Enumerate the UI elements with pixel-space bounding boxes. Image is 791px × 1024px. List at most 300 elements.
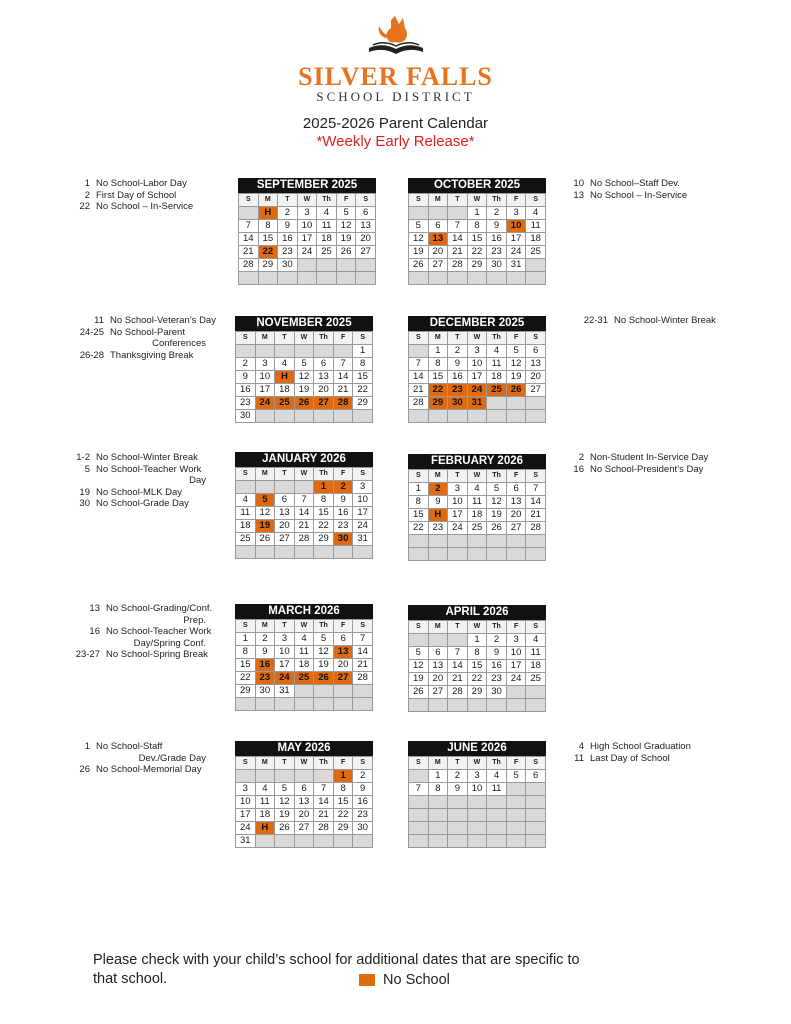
empty-day <box>409 345 429 358</box>
day-cell: 11 <box>526 647 546 660</box>
day-cell: 2 <box>487 207 507 220</box>
day-cell: 4 <box>487 345 507 358</box>
weekday-label: W <box>467 470 487 483</box>
empty-day <box>236 481 256 494</box>
note-text: First Day of School <box>96 189 177 201</box>
empty-day <box>294 698 314 711</box>
day-cell: 4 <box>467 483 487 496</box>
empty-day <box>333 685 353 698</box>
weekday-label: S <box>409 757 429 770</box>
note-date: 1 <box>84 178 90 189</box>
day-cell: 9 <box>448 783 468 796</box>
day-cell: 30 <box>255 685 275 698</box>
weekday-label: S <box>526 621 546 634</box>
day-cell: 16 <box>487 660 507 673</box>
note-date: 4 <box>578 741 584 752</box>
day-cell: 9 <box>236 371 256 384</box>
note-text: No School-Labor Day <box>96 178 187 189</box>
empty-day <box>317 259 337 272</box>
day-cell: 8 <box>236 646 256 659</box>
empty-day <box>353 835 373 848</box>
weekday-label: S <box>409 621 429 634</box>
empty-day <box>409 548 429 561</box>
empty-day <box>526 272 546 285</box>
empty-day <box>236 345 256 358</box>
empty-day <box>314 835 334 848</box>
day-cell: 25 <box>317 246 337 259</box>
day-cell: 18 <box>275 384 295 397</box>
day-cell: 7 <box>314 783 334 796</box>
note-date: 16 <box>89 626 100 637</box>
weekday-label: M <box>428 621 448 634</box>
empty-day <box>255 698 275 711</box>
day-cell: 15 <box>428 371 448 384</box>
month-grid <box>408 331 546 423</box>
weekday-label: S <box>236 757 256 770</box>
note-item <box>560 741 760 753</box>
note-date: 23-27 <box>75 649 100 660</box>
day-cell: 22 <box>314 520 334 533</box>
empty-day <box>409 410 429 423</box>
day-cell: 21 <box>448 673 468 686</box>
note-date <box>60 638 106 650</box>
weekday-label: S <box>526 470 546 483</box>
day-cell: 28 <box>294 533 314 546</box>
day-cell: 21 <box>314 809 334 822</box>
day-cell: 15 <box>236 659 256 672</box>
empty-day <box>526 783 546 796</box>
empty-day <box>239 272 259 285</box>
day-cell: 17 <box>275 659 295 672</box>
day-cell: 25 <box>236 533 256 546</box>
weekday-label: W <box>294 620 314 633</box>
day-cell: 12 <box>275 796 295 809</box>
day-cell: 5 <box>487 483 507 496</box>
day-cell: 27 <box>526 384 546 397</box>
brand-name: SILVER FALLS <box>298 62 493 91</box>
page-subtitle: *Weekly Early Release* <box>316 133 475 150</box>
no-school-day: 25 <box>275 397 295 410</box>
weekday-label: Th <box>317 194 337 207</box>
day-cell: 22 <box>333 809 353 822</box>
empty-day <box>467 822 487 835</box>
day-cell: 22 <box>236 672 256 685</box>
note-date <box>60 753 96 765</box>
empty-day <box>526 548 546 561</box>
empty-day <box>314 410 334 423</box>
day-cell: 29 <box>467 259 487 272</box>
no-school-day: H <box>428 509 448 522</box>
empty-day <box>314 698 334 711</box>
day-cell: 5 <box>275 783 295 796</box>
empty-day <box>467 699 487 712</box>
empty-day <box>236 698 256 711</box>
day-cell: 9 <box>353 783 373 796</box>
no-school-day: 24 <box>467 384 487 397</box>
weekday-label: W <box>467 621 487 634</box>
day-cell: 6 <box>428 220 448 233</box>
day-cell: 30 <box>236 410 256 423</box>
empty-day <box>353 698 373 711</box>
day-cell: 19 <box>409 673 429 686</box>
day-cell: 9 <box>333 494 353 507</box>
day-cell: 21 <box>526 509 546 522</box>
day-cell: 15 <box>467 233 487 246</box>
empty-day <box>333 546 353 559</box>
note-item <box>560 452 770 464</box>
day-cell: 1 <box>353 345 373 358</box>
month-january-2026 <box>235 452 373 559</box>
day-cell: 12 <box>487 496 507 509</box>
weekday-label: T <box>448 621 468 634</box>
note-text: No School–Staff Dev. <box>590 178 680 189</box>
day-cell: 2 <box>278 207 298 220</box>
note-item <box>60 764 230 776</box>
day-cell: 6 <box>333 633 353 646</box>
weekday-label: F <box>333 468 353 481</box>
empty-day <box>428 207 448 220</box>
note-item <box>60 190 230 202</box>
day-cell: 9 <box>428 496 448 509</box>
day-cell: 11 <box>236 507 256 520</box>
empty-day <box>409 796 429 809</box>
no-school-day: 1 <box>314 481 334 494</box>
legend <box>359 971 450 989</box>
day-cell: 10 <box>353 494 373 507</box>
empty-day <box>275 481 295 494</box>
note-item <box>60 741 230 753</box>
day-cell: 4 <box>487 770 507 783</box>
month-grid <box>235 331 373 423</box>
weekday-label: S <box>236 332 256 345</box>
note-text: No School – In-Service <box>96 201 194 212</box>
month-header: JUNE 2026 <box>408 741 546 756</box>
day-cell: 28 <box>526 522 546 535</box>
day-cell: 6 <box>526 345 546 358</box>
note-date: 2 <box>578 452 584 463</box>
day-cell: 12 <box>314 646 334 659</box>
day-cell: 18 <box>294 659 314 672</box>
legend-label: No School <box>383 972 450 988</box>
weekday-label: S <box>356 194 376 207</box>
day-cell: 19 <box>314 659 334 672</box>
day-cell: 2 <box>255 633 275 646</box>
month-february-2026 <box>408 454 546 561</box>
date-notes <box>568 315 768 327</box>
empty-day <box>467 809 487 822</box>
note-text: Day/Spring Conf. <box>133 637 206 649</box>
empty-day <box>297 259 317 272</box>
empty-day <box>236 770 256 783</box>
empty-day <box>487 410 507 423</box>
month-november-2025 <box>235 316 373 423</box>
empty-day <box>428 634 448 647</box>
empty-day <box>353 546 373 559</box>
day-cell: 15 <box>409 509 429 522</box>
weekday-label: T <box>275 332 295 345</box>
empty-day <box>506 835 526 848</box>
weekday-label: S <box>236 468 256 481</box>
day-cell: 28 <box>448 259 468 272</box>
month-december-2025 <box>408 316 546 423</box>
weekday-label: M <box>255 620 275 633</box>
day-cell: 8 <box>314 494 334 507</box>
month-grid <box>235 619 373 711</box>
day-cell: 1 <box>428 770 448 783</box>
day-cell: 21 <box>353 659 373 672</box>
month-header: OCTOBER 2025 <box>408 178 546 193</box>
no-school-day: 30 <box>333 533 353 546</box>
empty-day <box>297 272 317 285</box>
day-cell: 3 <box>236 783 256 796</box>
day-cell: 17 <box>255 384 275 397</box>
empty-day <box>526 259 546 272</box>
empty-day <box>275 770 295 783</box>
day-cell: 6 <box>275 494 295 507</box>
empty-day <box>526 809 546 822</box>
weekday-label: F <box>506 470 526 483</box>
day-cell: 22 <box>353 384 373 397</box>
empty-day <box>255 835 275 848</box>
date-notes <box>60 315 230 361</box>
weekday-label: M <box>255 332 275 345</box>
day-cell: 17 <box>448 509 468 522</box>
no-school-day: 22 <box>258 246 278 259</box>
day-cell: 11 <box>487 358 507 371</box>
note-text: Last Day of School <box>590 752 670 764</box>
empty-day <box>294 835 314 848</box>
day-cell: 12 <box>336 220 356 233</box>
empty-day <box>526 796 546 809</box>
empty-day <box>506 699 526 712</box>
empty-day <box>255 410 275 423</box>
weekday-label: T <box>448 332 468 345</box>
day-cell: 11 <box>487 783 507 796</box>
day-cell: 1 <box>467 634 487 647</box>
empty-day <box>409 535 429 548</box>
day-cell: 26 <box>409 259 429 272</box>
no-school-day: 27 <box>333 672 353 685</box>
day-cell: 2 <box>487 634 507 647</box>
day-cell: 14 <box>526 496 546 509</box>
day-cell: 4 <box>236 494 256 507</box>
empty-day <box>487 822 507 835</box>
month-header: SEPTEMBER 2025 <box>238 178 376 193</box>
day-cell: 29 <box>314 533 334 546</box>
note-date: 22-31 <box>583 315 608 326</box>
day-cell: 1 <box>428 345 448 358</box>
empty-day <box>336 259 356 272</box>
day-cell: 3 <box>506 634 526 647</box>
no-school-day: 23 <box>255 672 275 685</box>
no-school-day: 5 <box>255 494 275 507</box>
date-notes <box>60 178 230 213</box>
no-school-day: 13 <box>333 646 353 659</box>
day-cell: 9 <box>278 220 298 233</box>
weekday-label: T <box>275 620 295 633</box>
day-cell: 13 <box>428 660 448 673</box>
weekday-label: S <box>526 194 546 207</box>
empty-day <box>428 699 448 712</box>
day-cell: 4 <box>275 358 295 371</box>
note-text: No School-MLK Day <box>96 486 183 498</box>
empty-day <box>526 822 546 835</box>
empty-day <box>448 809 468 822</box>
day-cell: 1 <box>467 207 487 220</box>
day-cell: 18 <box>236 520 256 533</box>
empty-day <box>356 259 376 272</box>
empty-day <box>467 548 487 561</box>
day-cell: 28 <box>239 259 259 272</box>
day-cell: 31 <box>236 835 256 848</box>
empty-day <box>294 685 314 698</box>
day-cell: 27 <box>356 246 376 259</box>
day-cell: 31 <box>506 259 526 272</box>
day-cell: 3 <box>448 483 468 496</box>
empty-day <box>487 397 507 410</box>
empty-day <box>526 699 546 712</box>
empty-day <box>333 835 353 848</box>
day-cell: 15 <box>314 507 334 520</box>
empty-day <box>467 410 487 423</box>
empty-day <box>275 410 295 423</box>
note-text: Day <box>189 475 206 486</box>
empty-day <box>506 548 526 561</box>
empty-day <box>526 397 546 410</box>
weekday-label: T <box>448 757 468 770</box>
empty-day <box>448 822 468 835</box>
day-cell: 2 <box>448 770 468 783</box>
day-cell: 1 <box>409 483 429 496</box>
day-cell: 15 <box>333 796 353 809</box>
day-cell: 17 <box>506 233 526 246</box>
note-text: Conferences <box>152 338 206 349</box>
day-cell: 4 <box>317 207 337 220</box>
weekday-label: F <box>506 194 526 207</box>
day-cell: 28 <box>353 672 373 685</box>
no-school-day: H <box>275 371 295 384</box>
note-item <box>560 753 760 765</box>
empty-day <box>506 535 526 548</box>
weekday-label: S <box>353 757 373 770</box>
no-school-day: 26 <box>314 672 334 685</box>
no-school-day: 10 <box>506 220 526 233</box>
weekday-label: S <box>353 332 373 345</box>
day-cell: 21 <box>409 384 429 397</box>
empty-day <box>294 770 314 783</box>
weekday-label: T <box>275 757 295 770</box>
day-cell: 16 <box>448 371 468 384</box>
day-cell: 12 <box>294 371 314 384</box>
note-date <box>60 475 96 487</box>
weekday-label: S <box>526 332 546 345</box>
day-cell: 20 <box>294 809 314 822</box>
empty-day <box>275 698 295 711</box>
day-cell: 30 <box>487 259 507 272</box>
empty-day <box>275 546 295 559</box>
day-cell: 27 <box>506 522 526 535</box>
note-item <box>60 603 230 615</box>
empty-day <box>526 835 546 848</box>
note-date: 10 <box>573 178 584 189</box>
day-cell: 10 <box>255 371 275 384</box>
note-item <box>560 178 760 190</box>
note-item <box>60 638 230 650</box>
empty-day <box>255 345 275 358</box>
weekday-label: M <box>255 757 275 770</box>
empty-day <box>526 410 546 423</box>
day-cell: 27 <box>428 686 448 699</box>
day-cell: 5 <box>314 633 334 646</box>
day-cell: 9 <box>448 358 468 371</box>
day-cell: 5 <box>506 345 526 358</box>
day-cell: 25 <box>526 246 546 259</box>
note-text: No School – In-Service <box>590 189 688 201</box>
day-cell: 4 <box>255 783 275 796</box>
day-cell: 3 <box>506 207 526 220</box>
day-cell: 18 <box>526 233 546 246</box>
weekday-label: S <box>236 620 256 633</box>
day-cell: 7 <box>409 783 429 796</box>
empty-day <box>275 345 295 358</box>
no-school-day: 24 <box>275 672 295 685</box>
empty-day <box>448 548 468 561</box>
weekday-label: W <box>294 757 314 770</box>
day-cell: 22 <box>467 246 487 259</box>
day-cell: 1 <box>236 633 256 646</box>
empty-day <box>409 699 429 712</box>
note-text: Dev./Grade Day <box>138 752 206 764</box>
empty-day <box>448 207 468 220</box>
day-cell: 27 <box>275 533 295 546</box>
note-item <box>60 350 230 362</box>
note-item <box>560 464 770 476</box>
day-cell: 8 <box>258 220 278 233</box>
day-cell: 20 <box>428 246 448 259</box>
day-cell: 23 <box>487 246 507 259</box>
empty-day <box>448 410 468 423</box>
weekday-label: Th <box>487 194 507 207</box>
no-school-day: 2 <box>333 481 353 494</box>
no-school-day: 22 <box>428 384 448 397</box>
date-notes <box>60 741 230 776</box>
month-header: NOVEMBER 2025 <box>235 316 373 331</box>
date-notes <box>60 603 230 661</box>
month-september-2025 <box>238 178 376 285</box>
note-date: 22 <box>79 201 90 212</box>
note-text: No School-Grade Day <box>96 498 189 509</box>
weekday-label: Th <box>487 757 507 770</box>
empty-day <box>333 698 353 711</box>
empty-day <box>317 272 337 285</box>
page-title: 2025-2026 Parent Calendar <box>302 115 489 132</box>
month-grid <box>235 756 373 848</box>
note-item <box>60 626 230 638</box>
day-cell: 26 <box>409 686 429 699</box>
empty-day <box>506 397 526 410</box>
day-cell: 7 <box>239 220 259 233</box>
weekday-label: S <box>409 332 429 345</box>
day-cell: 10 <box>297 220 317 233</box>
day-cell: 27 <box>428 259 448 272</box>
day-cell: 15 <box>467 660 487 673</box>
day-cell: 29 <box>236 685 256 698</box>
empty-day <box>409 770 429 783</box>
weekday-label: T <box>275 468 295 481</box>
note-date: 16 <box>573 463 584 475</box>
empty-day <box>428 535 448 548</box>
day-cell: 29 <box>467 686 487 699</box>
